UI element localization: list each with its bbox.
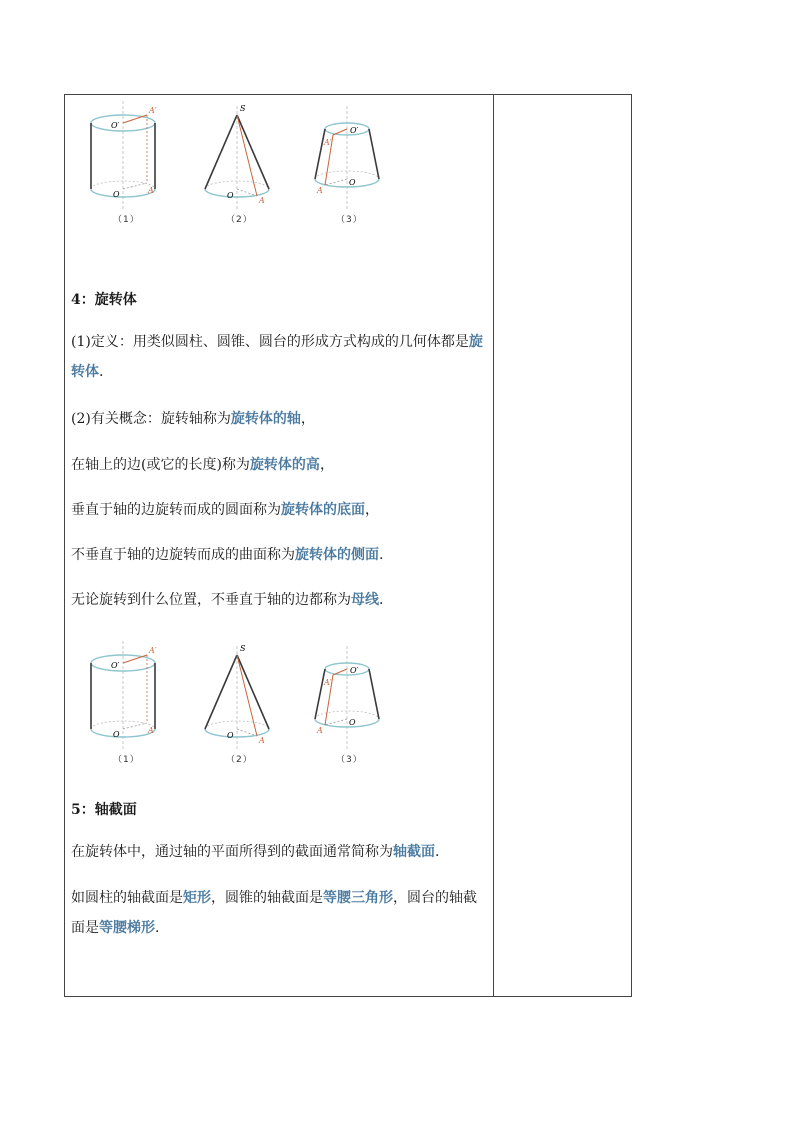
example-text-c: ，圆台的轴截面是 <box>71 890 477 936</box>
figure-row-top <box>71 101 489 251</box>
section-5-heading: 5：轴截面 <box>71 802 137 818</box>
term-rotational-body: 旋转体 <box>71 334 483 380</box>
label-a: A <box>259 736 265 745</box>
caption-2: （2） <box>226 755 253 765</box>
label-a: A <box>148 726 154 735</box>
term-axial-section: 轴截面 <box>393 844 435 860</box>
punct: . <box>99 364 104 380</box>
label-o: O <box>113 190 120 199</box>
label-a-prime: A′ <box>149 106 157 115</box>
right-empty-cell <box>494 95 631 996</box>
punct: ， <box>300 411 315 427</box>
punct: . <box>379 547 384 563</box>
concepts-text: (2)有关概念：旋转轴称为 <box>71 411 231 427</box>
base-paragraph <box>71 495 487 525</box>
definition-paragraph <box>71 327 487 387</box>
figures-top <box>71 101 489 251</box>
label-o-prime: O′ <box>350 666 359 675</box>
label-s: S <box>240 644 246 653</box>
frustum-figure <box>315 646 379 751</box>
label-a: A <box>259 196 265 205</box>
label-a: A <box>317 186 323 195</box>
lateral-paragraph <box>71 540 487 570</box>
term-height: 旋转体的高 <box>249 457 320 473</box>
height-paragraph <box>71 450 487 480</box>
cylinder-figure <box>91 641 157 751</box>
punct: . <box>435 844 440 860</box>
label-o: O <box>227 191 234 200</box>
axial-section-intro <box>71 837 487 867</box>
punct: ， <box>365 502 379 518</box>
figure-row-bottom <box>71 641 489 791</box>
generatrix-text: 无论旋转到什么位置，不垂直于轴的边都称为 <box>71 592 351 608</box>
label-o: O <box>227 731 234 740</box>
figures-bottom <box>71 641 489 791</box>
term-base: 旋转体的底面 <box>281 502 365 518</box>
generatrix-paragraph <box>71 585 487 615</box>
term-generatrix: 母线 <box>351 592 379 608</box>
term-rectangle: 矩形 <box>183 890 211 906</box>
label-o-prime: O′ <box>350 126 359 135</box>
label-a: A <box>148 186 154 195</box>
term-isosceles-triangle: 等腰三角形 <box>323 890 393 906</box>
label-o: O <box>113 730 120 739</box>
cone-figure <box>205 104 269 211</box>
label-o: O <box>349 178 356 187</box>
label-a-prime: A′ <box>324 678 332 687</box>
term-isosceles-trapezoid: 等腰梯形 <box>99 920 155 936</box>
label-o-prime: O′ <box>111 121 120 130</box>
label-a: A <box>317 726 323 735</box>
punct: . <box>379 592 384 608</box>
frustum-figure <box>315 106 379 211</box>
example-text-b: ，圆锥的轴截面是 <box>211 890 323 906</box>
caption-1: （1） <box>113 755 140 765</box>
definition-text: (1)定义：用类似圆柱、圆锥、圆台的形成方式构成的几何体都是 <box>71 334 469 350</box>
caption-2: （2） <box>226 215 253 225</box>
cylinder-figure <box>91 101 157 211</box>
cone-figure <box>205 644 269 751</box>
label-a-prime: A′ <box>324 138 332 147</box>
label-o-prime: O′ <box>111 661 120 670</box>
term-axis: 旋转体的轴 <box>230 411 301 427</box>
content-table <box>64 94 632 997</box>
lateral-text: 不垂直于轴的边旋转而成的曲面称为 <box>71 547 295 563</box>
intro-text: 在旋转体中，通过轴的平面所得到的截面通常简称为 <box>71 844 393 860</box>
axial-section-examples <box>71 883 487 943</box>
caption-3: （3） <box>336 755 363 765</box>
height-text: 在轴上的边(或它的长度)称为 <box>71 457 250 473</box>
caption-1: （1） <box>113 215 140 225</box>
punct: . <box>155 920 160 936</box>
caption-3: （3） <box>336 215 363 225</box>
section-4-heading: 4：旋转体 <box>71 292 137 308</box>
label-a-prime: A′ <box>149 646 157 655</box>
punct: ， <box>319 457 334 473</box>
term-lateral-surface: 旋转体的侧面 <box>295 547 379 563</box>
label-o: O <box>349 718 356 727</box>
label-s: S <box>240 104 246 113</box>
example-text-a: 如圆柱的轴截面是 <box>71 890 183 906</box>
base-text: 垂直于轴的边旋转而成的圆面称为 <box>71 502 281 518</box>
concepts-paragraph <box>71 404 487 434</box>
